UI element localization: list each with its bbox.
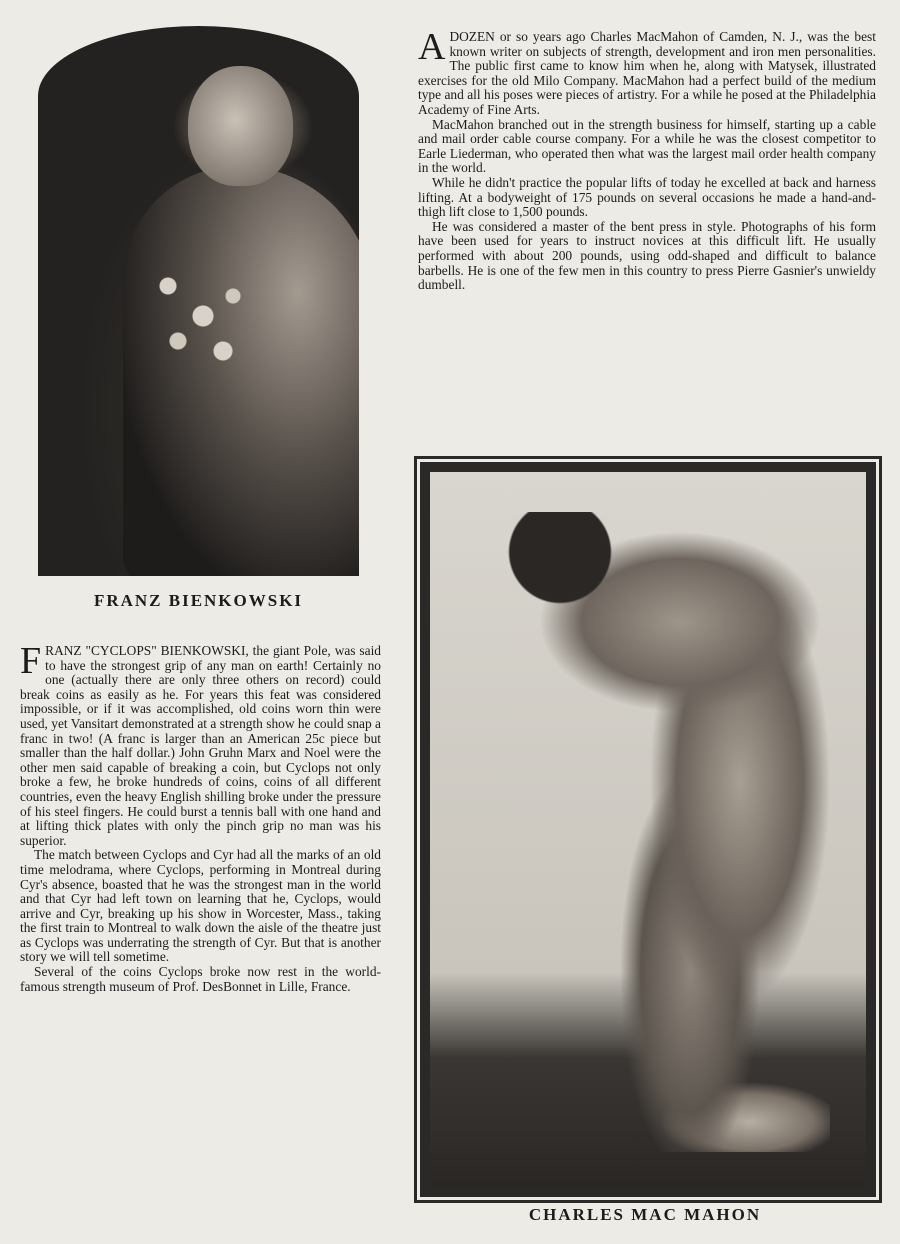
figure-body — [490, 512, 830, 1152]
medals — [148, 256, 268, 376]
franz-caption: FRANZ BIENKOWSKI — [93, 591, 304, 610]
article-paragraph — [418, 26, 876, 118]
article-paragraph: The match between Cyclops and Cyr had all the marks of an old time melodrama, where Cyclops, performing in Montreal during Cyr's absence, boasted that he was the strongest man in the world and that Cyr had left town on learning that he, Cyclops, would arrive and Cyr, breaking up his show in Worcester, Mass., taking the first train to Montreal to walk down the aisle of the theatre just as Cyclops was underrating the strength of Cyr. But that is another story we will tell sometime. — [20, 847, 381, 965]
paragraph-text: DOZEN or so years ago Charles MacMahon of Camden, N. J., was the best known writer on subjects of strength, development and iron men personalities. The public first came to know him when he, along with Matysek, illustrated exercises for the old Milo Company. MacMahon had a perfect build of the medium type and all his poses were pieces of artistry. For a while he posed at the Philadelphia Academy of Fine Arts. — [418, 29, 876, 117]
article-paragraph: MacMahon branched out in the strength business for himself, starting up a cable and mail order cable course company. For a while he was the closest competitor to Earle Liederman, who operated then what was the largest mail order health company in the world. — [418, 116, 876, 176]
macmahon-article — [418, 26, 876, 293]
charles-macmahon-photo — [417, 459, 879, 1200]
article-paragraph: While he didn't practice the popular lifts of today he excelled at back and harness lifting. At a bodyweight of 175 pounds on several occasions he made a hand-and-thigh lift close to 1,500 pounds. — [418, 174, 876, 220]
drop-cap: F — [20, 640, 42, 682]
article-paragraph: He was considered a master of the bent press in style. Photographs of his form have been used for years to instruct novices at this difficult lift. He usually performed with about 200 pounds, using odd-shaped and difficult to balance barbells. He is one of the few men in this country to press Pierre Gasnier's unwieldy dumbell. — [418, 218, 876, 293]
article-paragraph: Several of the coins Cyclops broke now rest in the world-famous strength museum of Prof. DesBonnet in Lille, France. — [20, 964, 381, 994]
charles-caption: CHARLES MAC MAHON — [528, 1205, 762, 1224]
photo-backdrop — [430, 472, 866, 1187]
article-paragraph — [20, 640, 381, 848]
figure-head — [188, 66, 293, 186]
drop-cap: A — [418, 26, 446, 68]
paragraph-text: RANZ "CYCLOPS" BIENKOWSKI, the giant Pole, was said to have the strongest grip of any man on earth! Certainly no one (actually there are only three others on record) could break coins as easily as he. For years this feat was considered impossible, or if it was accomplished, old coins worn thin were used, yet Vansitart demonstrated at a strength show he could snap a franc in two! (A franc is larger than an American 25c piece but smaller than the half dollar.) John Gruhn Marx and Noel were the other men said capable of breaking a coin, but Cyclops not only broke a few, he broke hundreds of coins, coins of all different countries, even the heavy English shilling broke under the pressure of his steel fingers. He could burst a tennis ball with one hand and at lifting thick plates with only the pinch grip no man was his superior. — [20, 643, 381, 848]
bienkowski-article — [20, 640, 381, 994]
franz-bienkowski-photo — [38, 26, 359, 576]
